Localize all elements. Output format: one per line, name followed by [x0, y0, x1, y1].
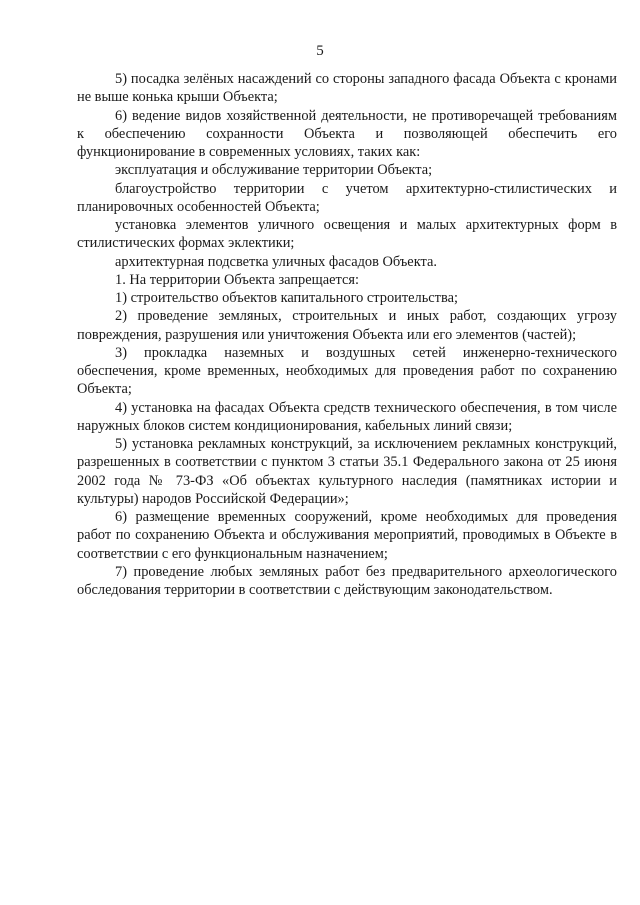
prohibition-item-4: 4) установка на фасадах Объекта средств технического обеспечения, в том числе наружных блоков систем кондиционирования, кабельных линий связи; — [77, 399, 617, 434]
prohibition-item-3: 3) прокладка наземных и воздушных сетей инженерно-технического обеспечения, кроме временных, необходимых для проведения работ по сохранению Объекта; — [77, 344, 617, 398]
prohibition-item-5: 5) установка рекламных конструкций, за исключением рекламных конструкций, разрешенных в соответствии с пунктом 3 статьи 35.1 Федерального закона от 25 июня 2002 года № 73-ФЗ «Об объектах культурного наследия (памятниках истории и культуры) народов Российской Федерации»; — [77, 436, 617, 507]
paragraph-item-5-planting: 5) посадка зелёных насаждений со стороны западного фасада Объекта с кронами не выше конька крыши Объекта; — [77, 71, 617, 106]
paragraph-item-6-economic-activity: 6) ведение видов хозяйственной деятельности, не противоречащей требованиям к обеспечению сохранности Объекта и позволяющей обеспечить его функционирование в современных условиях, таких как: — [77, 107, 617, 160]
paragraph-facade-lighting: архитектурная подсветка уличных фасадов Объекта. — [115, 253, 437, 270]
prohibition-item-2: 2) проведение земляных, строительных и иных работ, создающих угрозу повреждения, разрушения или уничтожения Объекта или его элементов (частей); — [77, 308, 617, 343]
section-heading-prohibitions: 1. На территории Объекта запрещается: — [115, 271, 359, 288]
prohibition-item-7: 7) проведение любых земляных работ без предварительного археологического обследования территории в соответствии с действующим законодательством. — [77, 563, 617, 598]
paragraph-street-lighting: установка элементов уличного освещения и малых архитектурных форм в стилистических формах эклектики; — [77, 217, 617, 252]
paragraph-maintenance: эксплуатация и обслуживание территории Объекта; — [115, 162, 433, 179]
prohibition-item-1: 1) строительство объектов капитального строительства; — [115, 290, 458, 306]
paragraph-landscaping: благоустройство территории с учетом архитектурно-стилистических и планировочных особенностей Объекта; — [77, 180, 617, 215]
document-body — [77, 70, 617, 599]
prohibition-item-6: 6) размещение временных сооружений, кроме необходимых для проведения работ по сохранению Объекта и обслуживания мероприятий, проводимых в Объекте в соответствии с его функциональным назначением; — [77, 509, 617, 562]
page-number: 5 — [316, 43, 324, 59]
